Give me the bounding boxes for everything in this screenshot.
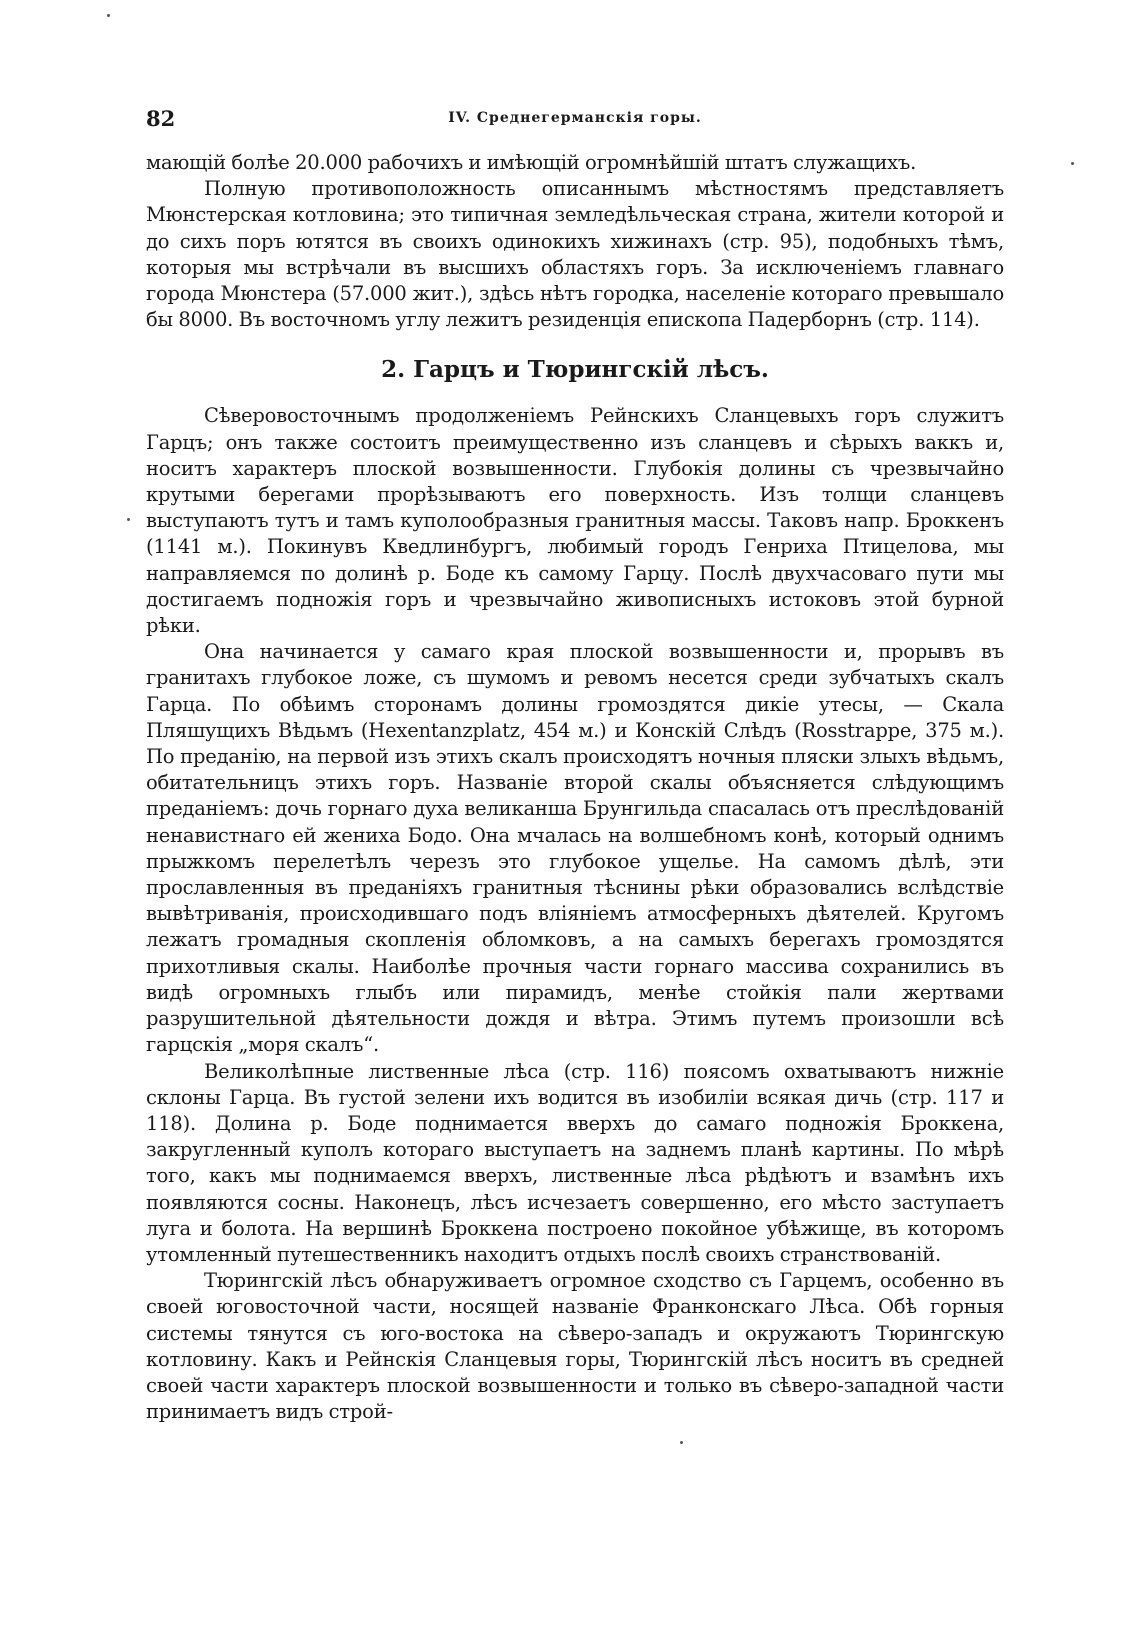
paragraph-bode-river: Она начинается у самаго края плоской возвышенности и, прорывъ въ гранитахъ глубокое ложе, съ шумомъ и ревомъ несется среди зубчатыхъ скалъ Гарца. По обѣимъ сторонамъ долины громоздятся дикіе утесы, — Скала Пляшущихъ Вѣдьмъ (Hexentanzplatz, 454 м.) и Конскій Слѣдъ (Rosstrappe, 375 м.). По преданію, на первой изъ этихъ скалъ происходятъ ночныя пляски злыхъ вѣдьмъ, обитательницъ этихъ горъ. Названіе второй скалы объясняется слѣдующимъ преданіемъ: дочь горнаго духа великанша Брунгильда спасалась отъ преслѣдованій ненавистнаго ей жениха Бодо. Она мчалась на волшебномъ конѣ, который однимъ прыжкомъ перелетѣлъ черезъ это глубокое ущелье. На самомъ дѣлѣ, эти прославленныя въ преданіяхъ гранитныя тѣснины рѣки образовались вслѣдствіе вывѣтриванія, происходившаго подъ вліяніемъ атмосферныхъ дѣятелей. Кругомъ лежатъ громадныя скопленія обломковъ, а на самыхъ берегахъ громоздятся прихотливыя скалы. Наиболѣе прочныя части горнаго массива сохранились въ видѣ огромныхъ глыбъ или пирамидъ, менѣе стойкія пали жертвами разрушительной дѣятельности дождя и вѣтра. Этимъ путемъ произошли всѣ гарцскія „моря скалъ“. (146, 640, 1004, 1057)
paragraph-harz-intro: Сѣверовосточнымъ продолженіемъ Рейнскихъ Сланцевыхъ горъ служитъ Гарцъ; онъ также состоитъ преимущественно изъ сланцевъ и сѣрыхъ ваккъ и, носитъ характеръ плоской возвышенности. Глубокія долины съ чрезвычайно крутыми берегами прорѣзываютъ его поверхность. Изъ толщи сланцевъ выступаютъ тутъ и тамъ куполообразныя гранитныя массы. Таковъ напр. Броккенъ (1141 м.). Покинувъ Кведлинбургъ, любимый городъ Генриха Птицелова, мы направляемся по долинѣ р. Боде къ самому Гарцу. Послѣ двухчасоваго пути мы достигаемъ подножія горъ и чрезвычайно живописныхъ истоковъ этой бурной рѣки. (146, 404, 1004, 638)
scan-speck (107, 14, 110, 17)
running-head (146, 106, 1004, 136)
paragraph-harz-forests: Великолѣпные лиственные лѣса (стр. 116) поясомъ охватываютъ нижніе склоны Гарца. Въ густой зелени ихъ водится въ изобиліи всякая дичь (стр. 117 и 118). Долина р. Боде поднимается вверхъ до самаго подножія Броккена, закругленный куполъ котораго выступаетъ на заднемъ планѣ картины. По мѣрѣ того, какъ мы поднимаемся вверхъ, лиственные лѣса рѣдѣютъ и взамѣнъ ихъ появляются сосны. Наконецъ, лѣсъ исчезаетъ совершенно, его мѣсто заступаетъ луга и болота. На вершинѣ Броккена построено покойное убѣжище, въ которомъ утомленный путешественникъ находитъ отдыхъ послѣ своихъ странствованій. (146, 1059, 1004, 1266)
body-text (146, 150, 1004, 1425)
paragraph-munster-basin: Полную противоположность описаннымъ мѣстностямъ представляетъ Мюнстерская котловина; это типичная земледѣльческая страна, жители которой и до сихъ поръ ютятся въ своихъ одинокихъ хижинахъ (стр. 95), подобныхъ тѣмъ, которыя мы встрѣчали въ высшихъ областяхъ горъ. За исключеніемъ главнаго города Мюнстера (57.000 жит.), здѣсь нѣтъ городка, населеніе котораго превышало бы 8000. Въ восточномъ углу лежитъ резиденція епископа Падерборнъ (стр. 114). (146, 177, 1004, 332)
paragraph-continuation: мающій болѣе 20.000 рабочихъ и имѣющій огромнѣйшій штатъ служащихъ. (146, 151, 917, 174)
section-heading: 2. Гарцъ и Тюрингскій лѣсъ. (381, 356, 769, 384)
running-title: IV. Среднегерманскія горы. (448, 110, 702, 126)
scan-speck (1071, 162, 1074, 165)
paragraph-thuringian-forest: Тюрингскій лѣсъ обнаруживаетъ огромное сходство съ Гарцемъ, особенно въ своей юговосточной части, носящей названіе Франконскаго Лѣса. Обѣ горныя системы тянутся съ юго-востока на сѣверо-западъ и окружаютъ Тюрингскую котловину. Какъ и Рейнскія Сланцевыя горы, Тюрингскій лѣсъ носитъ въ средней своей части характеръ плоской возвышенности и только въ сѣверо-западной части принимаетъ видъ строй- (146, 1269, 1004, 1424)
scan-speck (680, 1441, 683, 1444)
scan-speck (127, 518, 130, 521)
page-number: 82 (146, 106, 176, 131)
book-page (146, 0, 1004, 1633)
